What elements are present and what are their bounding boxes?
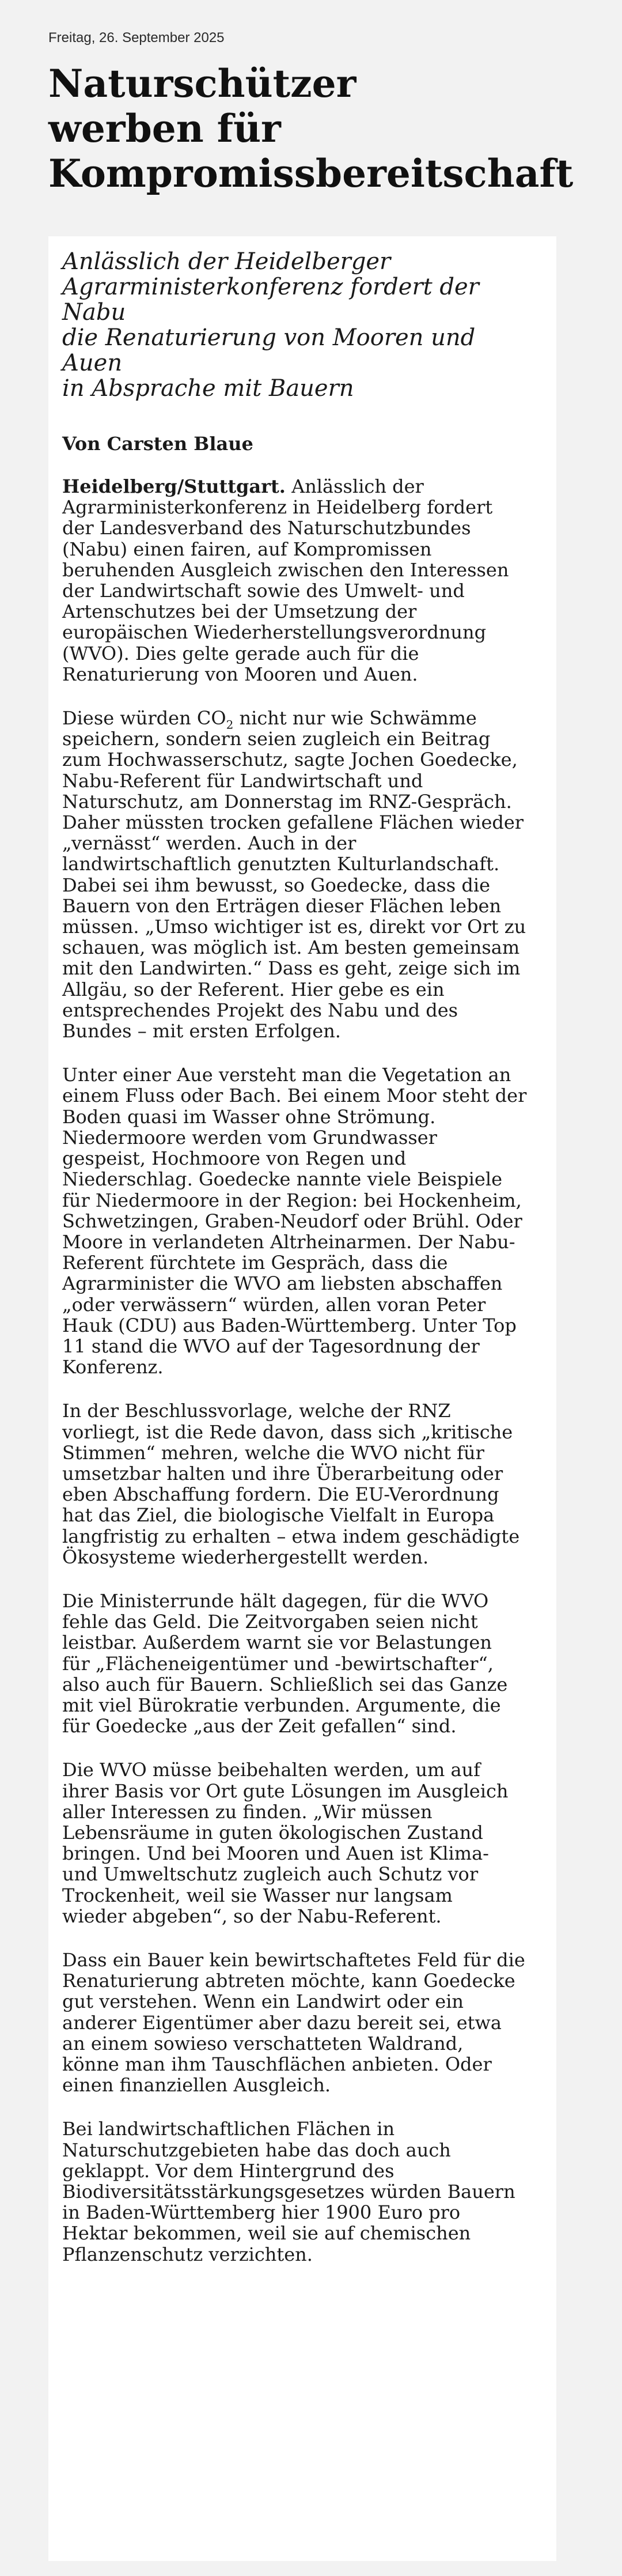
byline: Von Carsten Blaue xyxy=(62,433,253,455)
article-date: Freitag, 26. September 2025 xyxy=(48,30,225,46)
paragraph-1-text: Anlässlich der Agrarministerkonferenz in Heidelberg fordert der Landesverband des Naturschutzbundes (Nabu) einen fairen, auf Kompromissen beruhenden Ausgleich zwischen den Interessen der Landwirtschaft sowie des Umwelt- und Artenschutzes bei der Umsetzung der europäischen Wiederherstellungsverordnung (WVO). Dies gelte gerade auch für die Renaturierung von Mooren und Auen. xyxy=(62,475,509,685)
paragraph-5: Die Ministerrunde hält dagegen, für die WVO fehle das Geld. Die Zeitvorgaben seien nicht leistbar. Außerdem warnt sie vor Belastungen für „Flächeneigentümer und -bewirtschafter“, also auch für Bauern. Schließlich sei das Ganze mit viel Bürokratie verbunden. Argumente, die für Goedecke „aus der Zeit gefallen“ sind. xyxy=(62,1589,508,1738)
paragraph-8: Bei landwirtschaftlichen Flächen in Naturschutzgebieten habe das doch auch geklappt. Vor dem Hintergrund des Biodiversitätsstärkungsgesetzes würden Bauern in Baden-Württemberg hier 1900 Euro pro Hektar bekommen, weil sie auf chemischen Pflanzenschutz verzichten. xyxy=(62,2118,515,2265)
paragraph-4: In der Beschlussvorlage, welche der RNZ vorliegt, ist die Rede davon, dass sich „kritische Stimmen“ mehren, welche die WVO nicht für umsetzbar halten und ihre Überarbeitung oder eben Abschaffung fordern. Die EU-Verordnung hat das Ziel, die biologische Vielfalt in Europa langfristig zu erhalten – etwa indem geschädigte Ökosysteme wiederhergestellt werden. xyxy=(62,1400,520,1568)
co2-subscript: 2 xyxy=(226,717,234,732)
paragraph-7: Dass ein Bauer kein bewirtschaftetes Feld für die Renaturierung abtreten möchte, kann Goedecke gut verstehen. Wenn ein Landwirt oder ein anderer Eigentümer aber dazu bereit sei, etwa an einem sowieso verschatteten Waldrand, könne man ihm Tauschflächen anbieten. Oder einen finanziellen Ausgleich. xyxy=(62,1949,525,2097)
headline: Naturschützer werben für Kompromissbereitschaft xyxy=(48,61,574,196)
paragraph-2 xyxy=(62,708,539,1041)
paragraph-2-start: Diese würden CO xyxy=(62,707,226,730)
article-teaser: Anlässlich der Heidelberger Agrarministerkonferenz fordert der Nabu die Renaturierung von Mooren und Auen in Absprache mit Bauern xyxy=(62,248,479,402)
article-card xyxy=(48,236,556,2561)
paragraph-1 xyxy=(62,476,539,685)
paragraph-3: Unter einer Aue versteht man die Vegetation an einem Fluss oder Bach. Bei einem Moor steht der Boden quasi im Wasser ohne Strömung. Niedermoore werden vom Grundwasser gespeist, Hochmoore von Regen und Niederschlag. Goedecke nannte viele Beispiele für Niedermoore in der Region: bei Hockenheim, Schwetzingen, Graben-Neudorf oder Brühl. Oder Moore in verlandeten Altrheinarmen. Der Nabu- Referent fürchtete im Gespräch, dass die Agrarminister die WVO am liebsten abschaffen „oder verwässern“ würden, allen voran Peter Hauk (CDU) aus Baden-Württemberg. Unter Top 11 stand die WVO auf der Tagesordnung der Konferenz. xyxy=(62,1064,527,1378)
paragraph-2-rest: nicht nur wie Schwämme speichern, sondern seien zugleich ein Beitrag zum Hochwasserschutz, sagte Jochen Goedecke, Nabu-Referent für Landwirtschaft und Naturschutz, am Donnerstag im RNZ-Gespräch. Daher müssten trocken gefallene Flächen wieder „vernässt“ werden. Auch in der landwirtschaftlich genutzten Kulturlandschaft. Dabei sei ihm bewusst, so Goedecke, dass die Bauern von den Erträgen dieser Flächen leben müssen. „Umso wichtiger ist es, direkt vor Ort zu schauen, was möglich ist. Am besten gemeinsam mit den Landwirten.“ Dass es geht, zeige sich im Allgäu, so der Referent. Hier gebe es ein entsprechendes Projekt des Nabu und des Bundes – mit ersten Erfolgen. xyxy=(62,707,526,1043)
dateline: Heidelberg/Stuttgart. xyxy=(62,475,286,497)
paragraph-6: Die WVO müsse beibehalten werden, um auf ihrer Basis vor Ort gute Lösungen im Ausgleich aller Interessen zu finden. „Wir müssen Lebensräume in guten ökologischen Zustand bringen. Und bei Mooren und Auen ist Klima- und Umweltschutz zugleich auch Schutz vor Trockenheit, weil sie Wasser nur langsam wieder abgeben“, so der Nabu-Referent. xyxy=(62,1759,509,1927)
